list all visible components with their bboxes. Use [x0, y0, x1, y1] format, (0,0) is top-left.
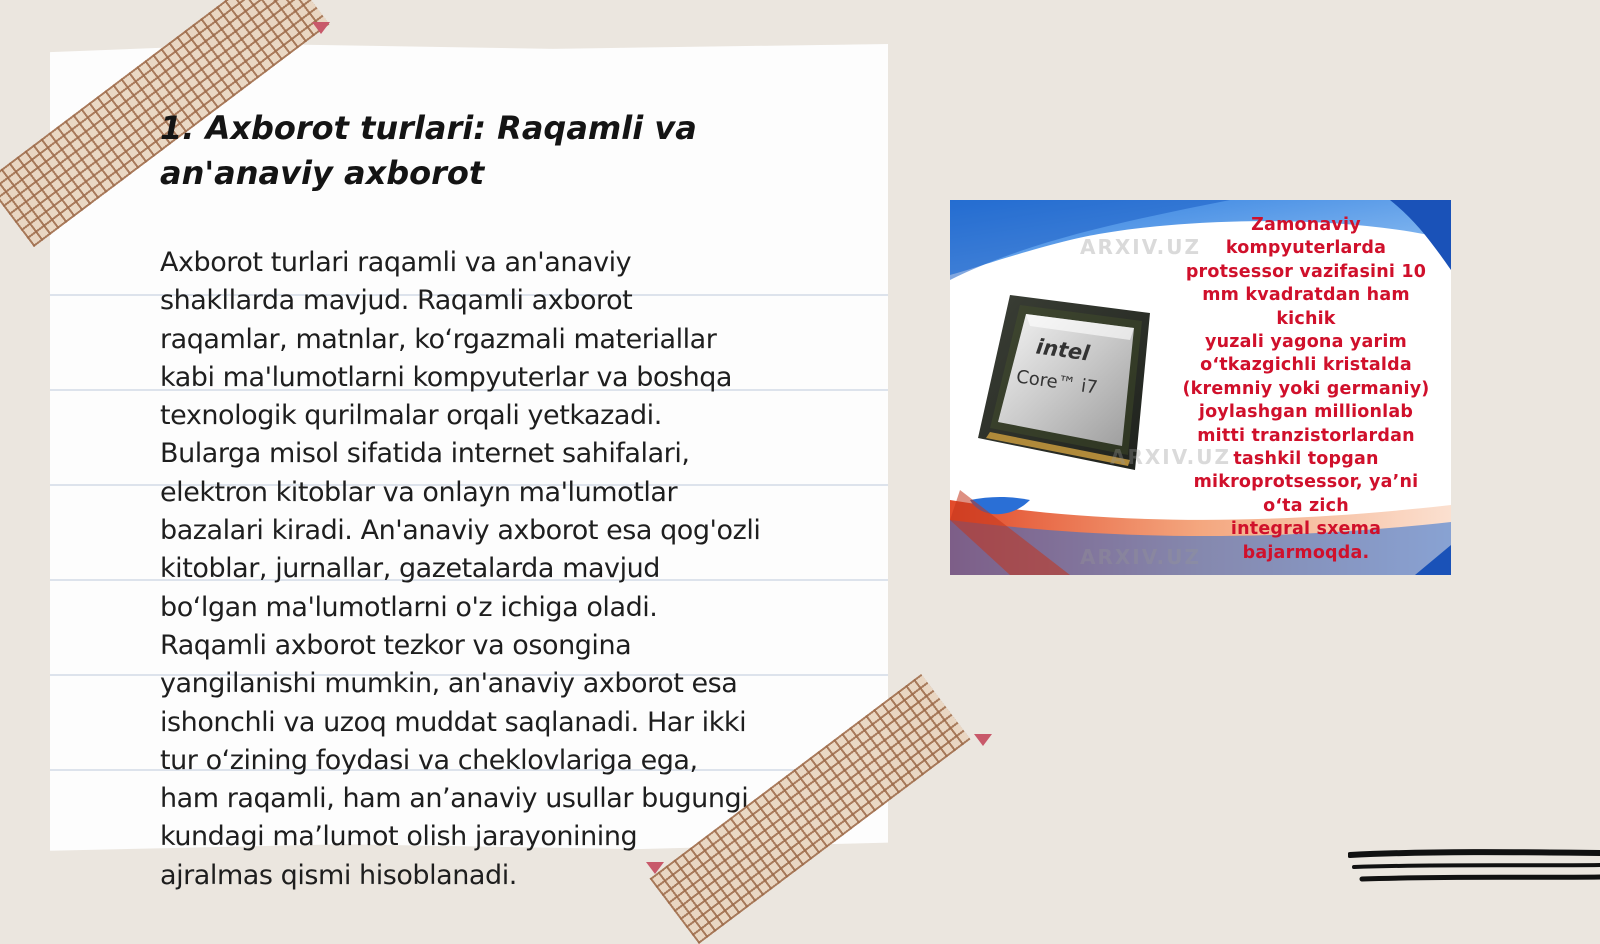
slide-title: 1. Axborot turlari: Raqamli va an'anaviy axborot	[160, 109, 697, 192]
watermark-text: ARXIV.UZ	[1110, 445, 1231, 469]
pin-icon	[974, 734, 992, 746]
pin-icon	[312, 22, 330, 34]
chip-model-label: Core™ i7	[1014, 366, 1099, 399]
brush-stroke-decoration	[1348, 848, 1600, 888]
slide-body-text: Axborot turlari raqamli va an'anaviy shakllarda mavjud. Raqamli axborot raqamlar, matnlar, ko‘rgazmali materiallar kabi ma'lumotlarni kompyuterlar va boshqa texnologik qurilmalar orqali yetkazadi. Bularga misol sifatida internet sahifalari, elektron kitoblar va onlayn ma'lumotlar bazalari kiradi. An'anaviy axborot esa qog'ozli kitoblar, jurnallar, gazetalarda mavjud bo‘lgan ma'lumotlarni o'z ichiga oladi. Raqamli axborot tezkor va osongina yangilanishi mumkin, an'anaviy axborot esa ishonchli va uzoq muddat saqlanadi. Har ikki tur o‘zining foydasi va cheklovlariga ega, ham raqamli, ham an’anaviy usullar bugungi kundagi ma’lumot olish jarayonining ajralmas qismi hisoblanadi.	[160, 247, 761, 891]
watermark-text: ARXIV.UZ	[1080, 235, 1201, 259]
pin-icon	[646, 862, 664, 874]
chip-brand-label: intel	[1034, 334, 1092, 366]
processor-illustration	[950, 200, 1451, 575]
watermark-text: ARXIV.UZ	[1080, 545, 1201, 569]
illustration-caption: Zamonaviy kompyuterlarda protsessor vazifasini 10 mm kvadratdan ham kichik yuzali yagona yarim o‘tkazgichli kristalda (kremniy yoki germaniy) joylashgan millionlab mitti tranzistorlardan tashkil topgan mikroprotsessor, ya’ni o‘ta zich integral sxema bajarmoqda.	[1182, 215, 1430, 563]
